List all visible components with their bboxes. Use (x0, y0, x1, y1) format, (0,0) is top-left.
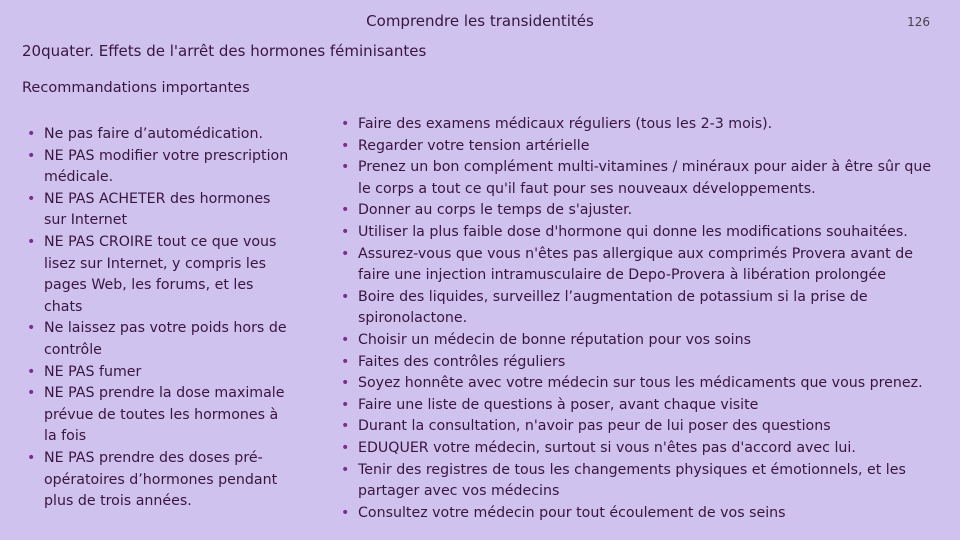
list-item: • NE PAS CROIRE tout ce que vous lisez sur Internet, y compris les pages Web, les forums, et les chats (22, 232, 294, 318)
list-item: • NE PAS prendre la dose maximale prévue de toutes les hormones à la fois (22, 383, 294, 448)
header-title: Comprendre les transidentités (366, 12, 594, 30)
list-item: • NE PAS prendre des doses pré-opératoires d’hormones pendant plus de trois années. (22, 448, 294, 513)
left-recommendation-list (22, 124, 294, 513)
list-item: • Donner au corps le temps de s'ajuster. (336, 200, 942, 222)
page-number: 126 (907, 15, 930, 29)
slide-title: 20quater. Effets de l'arrêt des hormones féminisantes (22, 42, 427, 60)
list-item: • EDUQUER votre médecin, surtout si vous n'êtes pas d'accord avec lui. (336, 438, 942, 460)
list-item: • Ne laissez pas votre poids hors de contrôle (22, 318, 294, 361)
right-recommendation-list (336, 114, 942, 524)
list-item: • Tenir des registres de tous les changements physiques et émotionnels, et les partager avec vos médecins (336, 460, 942, 503)
list-item: • Assurez-vous que vous n'êtes pas allergique aux comprimés Provera avant de faire une injection intramusculaire de Depo-Provera à libération prolongée (336, 244, 942, 287)
list-item: • Utiliser la plus faible dose d'hormone qui donne les modifications souhaitées. (336, 222, 942, 244)
list-item: • Choisir un médecin de bonne réputation pour vos soins (336, 330, 942, 352)
list-item: • NE PAS modifier votre prescription médicale. (22, 146, 294, 189)
list-item: • Faites des contrôles réguliers (336, 352, 942, 374)
list-item: • NE PAS fumer (22, 362, 294, 384)
list-item: • Faire des examens médicaux réguliers (tous les 2-3 mois). (336, 114, 942, 136)
list-item: • Ne pas faire d’automédication. (22, 124, 294, 146)
list-item: • NE PAS ACHETER des hormones sur Internet (22, 189, 294, 232)
section-heading: Recommandations importantes (22, 80, 250, 96)
list-item: • Consultez votre médecin pour tout écoulement de vos seins (336, 503, 942, 525)
list-item: • Regarder votre tension artérielle (336, 136, 942, 158)
list-item: • Durant la consultation, n'avoir pas peur de lui poser des questions (336, 416, 942, 438)
list-item: • Soyez honnête avec votre médecin sur tous les médicaments que vous prenez. (336, 373, 942, 395)
list-item: • Boire des liquides, surveillez l’augmentation de potassium si la prise de spironolactone. (336, 287, 942, 330)
list-item: • Prenez un bon complément multi-vitamines / minéraux pour aider à être sûr que le corps a tout ce qu'il faut pour ses nouveaux développements. (336, 157, 942, 200)
list-item: • Faire une liste de questions à poser, avant chaque visite (336, 395, 942, 417)
